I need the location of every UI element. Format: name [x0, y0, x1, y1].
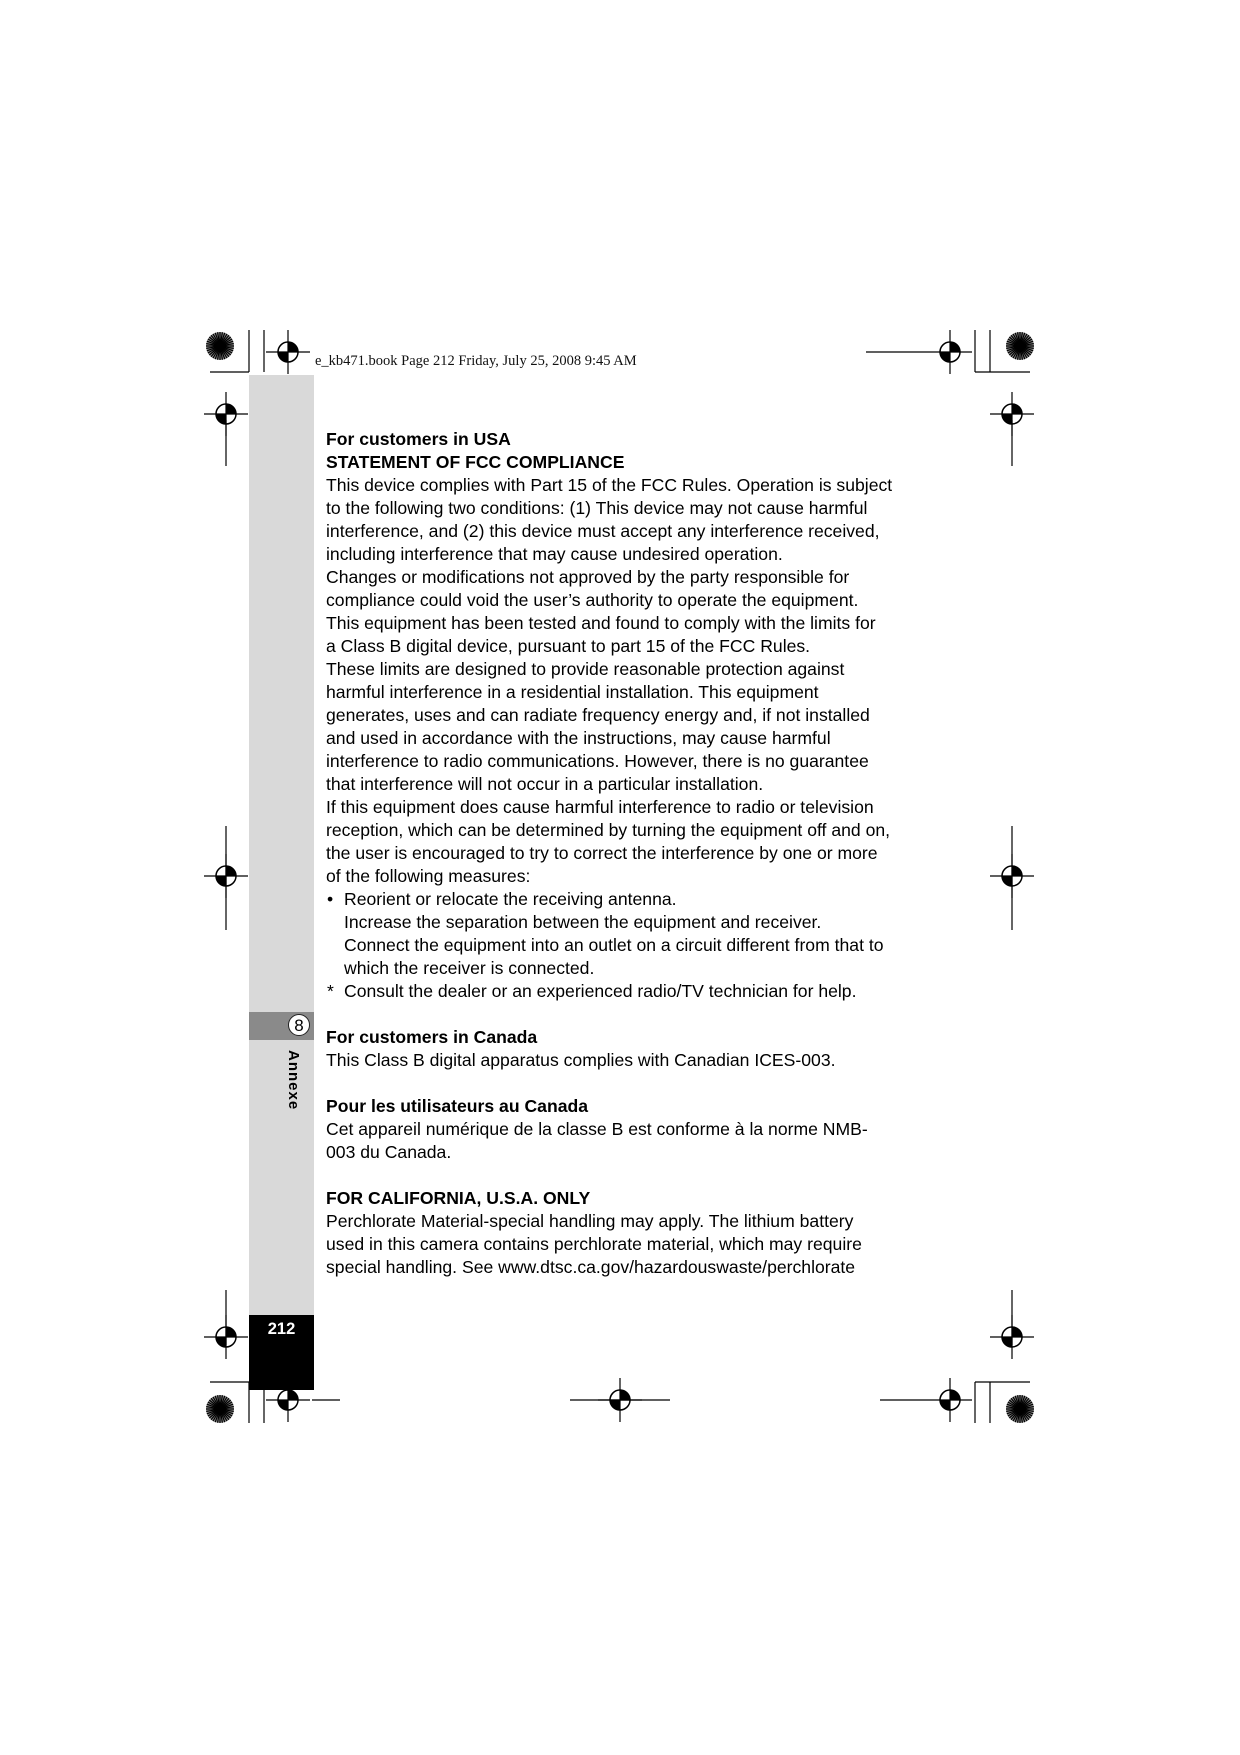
print-header-note: e_kb471.book Page 212 Friday, July 25, 2008 9:45 AM: [315, 353, 637, 369]
registration-quadrant: [950, 1390, 960, 1400]
fcc-body-line: of the following measures:: [326, 866, 531, 886]
california-line: special handling. See www.dtsc.ca.gov/hazardouswaste/perchlorate: [326, 1257, 856, 1277]
fcc-body-line: and used in accordance with the instructions, may cause harmful: [326, 728, 831, 748]
registration-quadrant: [610, 1400, 620, 1410]
fcc-statement-body: [326, 474, 926, 888]
registration-quadrant: [216, 414, 226, 424]
canada-fr-heading: Pour les utilisateurs au Canada: [326, 1096, 589, 1116]
fcc-body-line: interference to radio communications. However, there is no guarantee: [326, 751, 869, 771]
registration-quadrant: [1012, 1327, 1022, 1337]
canada-fr-body: [326, 1118, 926, 1164]
registration-quadrant: [278, 352, 288, 362]
measure-item: [326, 980, 926, 1003]
measure-item: [326, 911, 926, 934]
measure-text: Increase the separation between the equipment and receiver.: [344, 912, 822, 932]
chapter-number-badge: 8: [288, 1014, 310, 1036]
fcc-body-line: harmful interference in a residential installation. This equipment: [326, 682, 819, 702]
california-line: Perchlorate Material-special handling may apply. The lithium battery: [326, 1211, 854, 1231]
fcc-body-line: the user is encouraged to try to correct the interference by one or more: [326, 843, 878, 863]
measure-text: Reorient or relocate the receiving antenna.: [344, 889, 677, 909]
measure-text: Consult the dealer or an experienced radio/TV technician for help.: [344, 981, 857, 1001]
measure-text: Connect the equipment into an outlet on a circuit different from that to: [344, 935, 884, 955]
canada-text: This Class B digital apparatus complies with Canadian ICES-003.: [326, 1050, 836, 1070]
page-number: 212: [267, 1320, 296, 1338]
registration-quadrant: [288, 1390, 298, 1400]
registration-quadrant: [226, 1327, 236, 1337]
california-line: used in this camera contains perchlorate material, which may require: [326, 1234, 862, 1254]
fcc-body-line: reception, which can be determined by turning the equipment off and on,: [326, 820, 891, 840]
measures-list: [326, 888, 926, 1003]
registration-quadrant: [1012, 404, 1022, 414]
registration-quadrant: [1002, 876, 1012, 886]
fcc-body-line: including interference that may cause undesired operation.: [326, 544, 783, 564]
california-body: [326, 1210, 926, 1279]
fcc-statement-heading: STATEMENT OF FCC COMPLIANCE: [326, 452, 625, 472]
fcc-body-line: These limits are designed to provide reasonable protection against: [326, 659, 845, 679]
registration-quadrant: [278, 1400, 288, 1410]
page-content: [326, 428, 926, 1279]
canada-fr-line: 003 du Canada.: [326, 1142, 452, 1162]
california-heading: FOR CALIFORNIA, U.S.A. ONLY: [326, 1188, 591, 1208]
registration-quadrant: [620, 1390, 630, 1400]
registration-quadrant: [226, 866, 236, 876]
fcc-body-line: generates, uses and can radiate frequency energy and, if not installed: [326, 705, 870, 725]
chapter-side-band: [249, 375, 314, 1315]
registration-quadrant: [1002, 414, 1012, 424]
measure-text: which the receiver is connected.: [344, 958, 595, 978]
fcc-body-line: to the following two conditions: (1) This device may not cause harmful: [326, 498, 868, 518]
fcc-body-line: This device complies with Part 15 of the FCC Rules. Operation is subject: [326, 475, 893, 495]
chapter-label: Annexe: [285, 1050, 302, 1111]
registration-quadrant: [940, 1400, 950, 1410]
measure-item: [326, 934, 926, 980]
fcc-body-line: If this equipment does cause harmful interference to radio or television: [326, 797, 874, 817]
registration-quadrant: [288, 342, 298, 352]
registration-quadrant: [216, 876, 226, 886]
registration-quadrant: [950, 342, 960, 352]
usa-heading: For customers in USA: [326, 429, 511, 449]
canada-fr-line: Cet appareil numérique de la classe B est conforme à la norme NMB-: [326, 1119, 868, 1139]
fcc-body-line: a Class B digital device, pursuant to part 15 of the FCC Rules.: [326, 636, 811, 656]
fcc-body-line: compliance could void the user’s authority to operate the equipment.: [326, 590, 859, 610]
registration-quadrant: [1002, 1337, 1012, 1347]
fcc-body-line: that interference will not occur in a particular installation.: [326, 774, 764, 794]
measure-item: [326, 888, 926, 911]
registration-quadrant: [1012, 866, 1022, 876]
registration-quadrant: [226, 404, 236, 414]
fcc-body-line: interference, and (2) this device must accept any interference received,: [326, 521, 880, 541]
registration-quadrant: [940, 352, 950, 362]
measure-marker: *: [327, 981, 334, 1001]
measure-marker: •: [327, 889, 334, 909]
fcc-body-line: This equipment has been tested and found to comply with the limits for: [326, 613, 876, 633]
registration-quadrant: [216, 1337, 226, 1347]
fcc-body-line: Changes or modifications not approved by the party responsible for: [326, 567, 850, 587]
canada-heading: For customers in Canada: [326, 1027, 538, 1047]
